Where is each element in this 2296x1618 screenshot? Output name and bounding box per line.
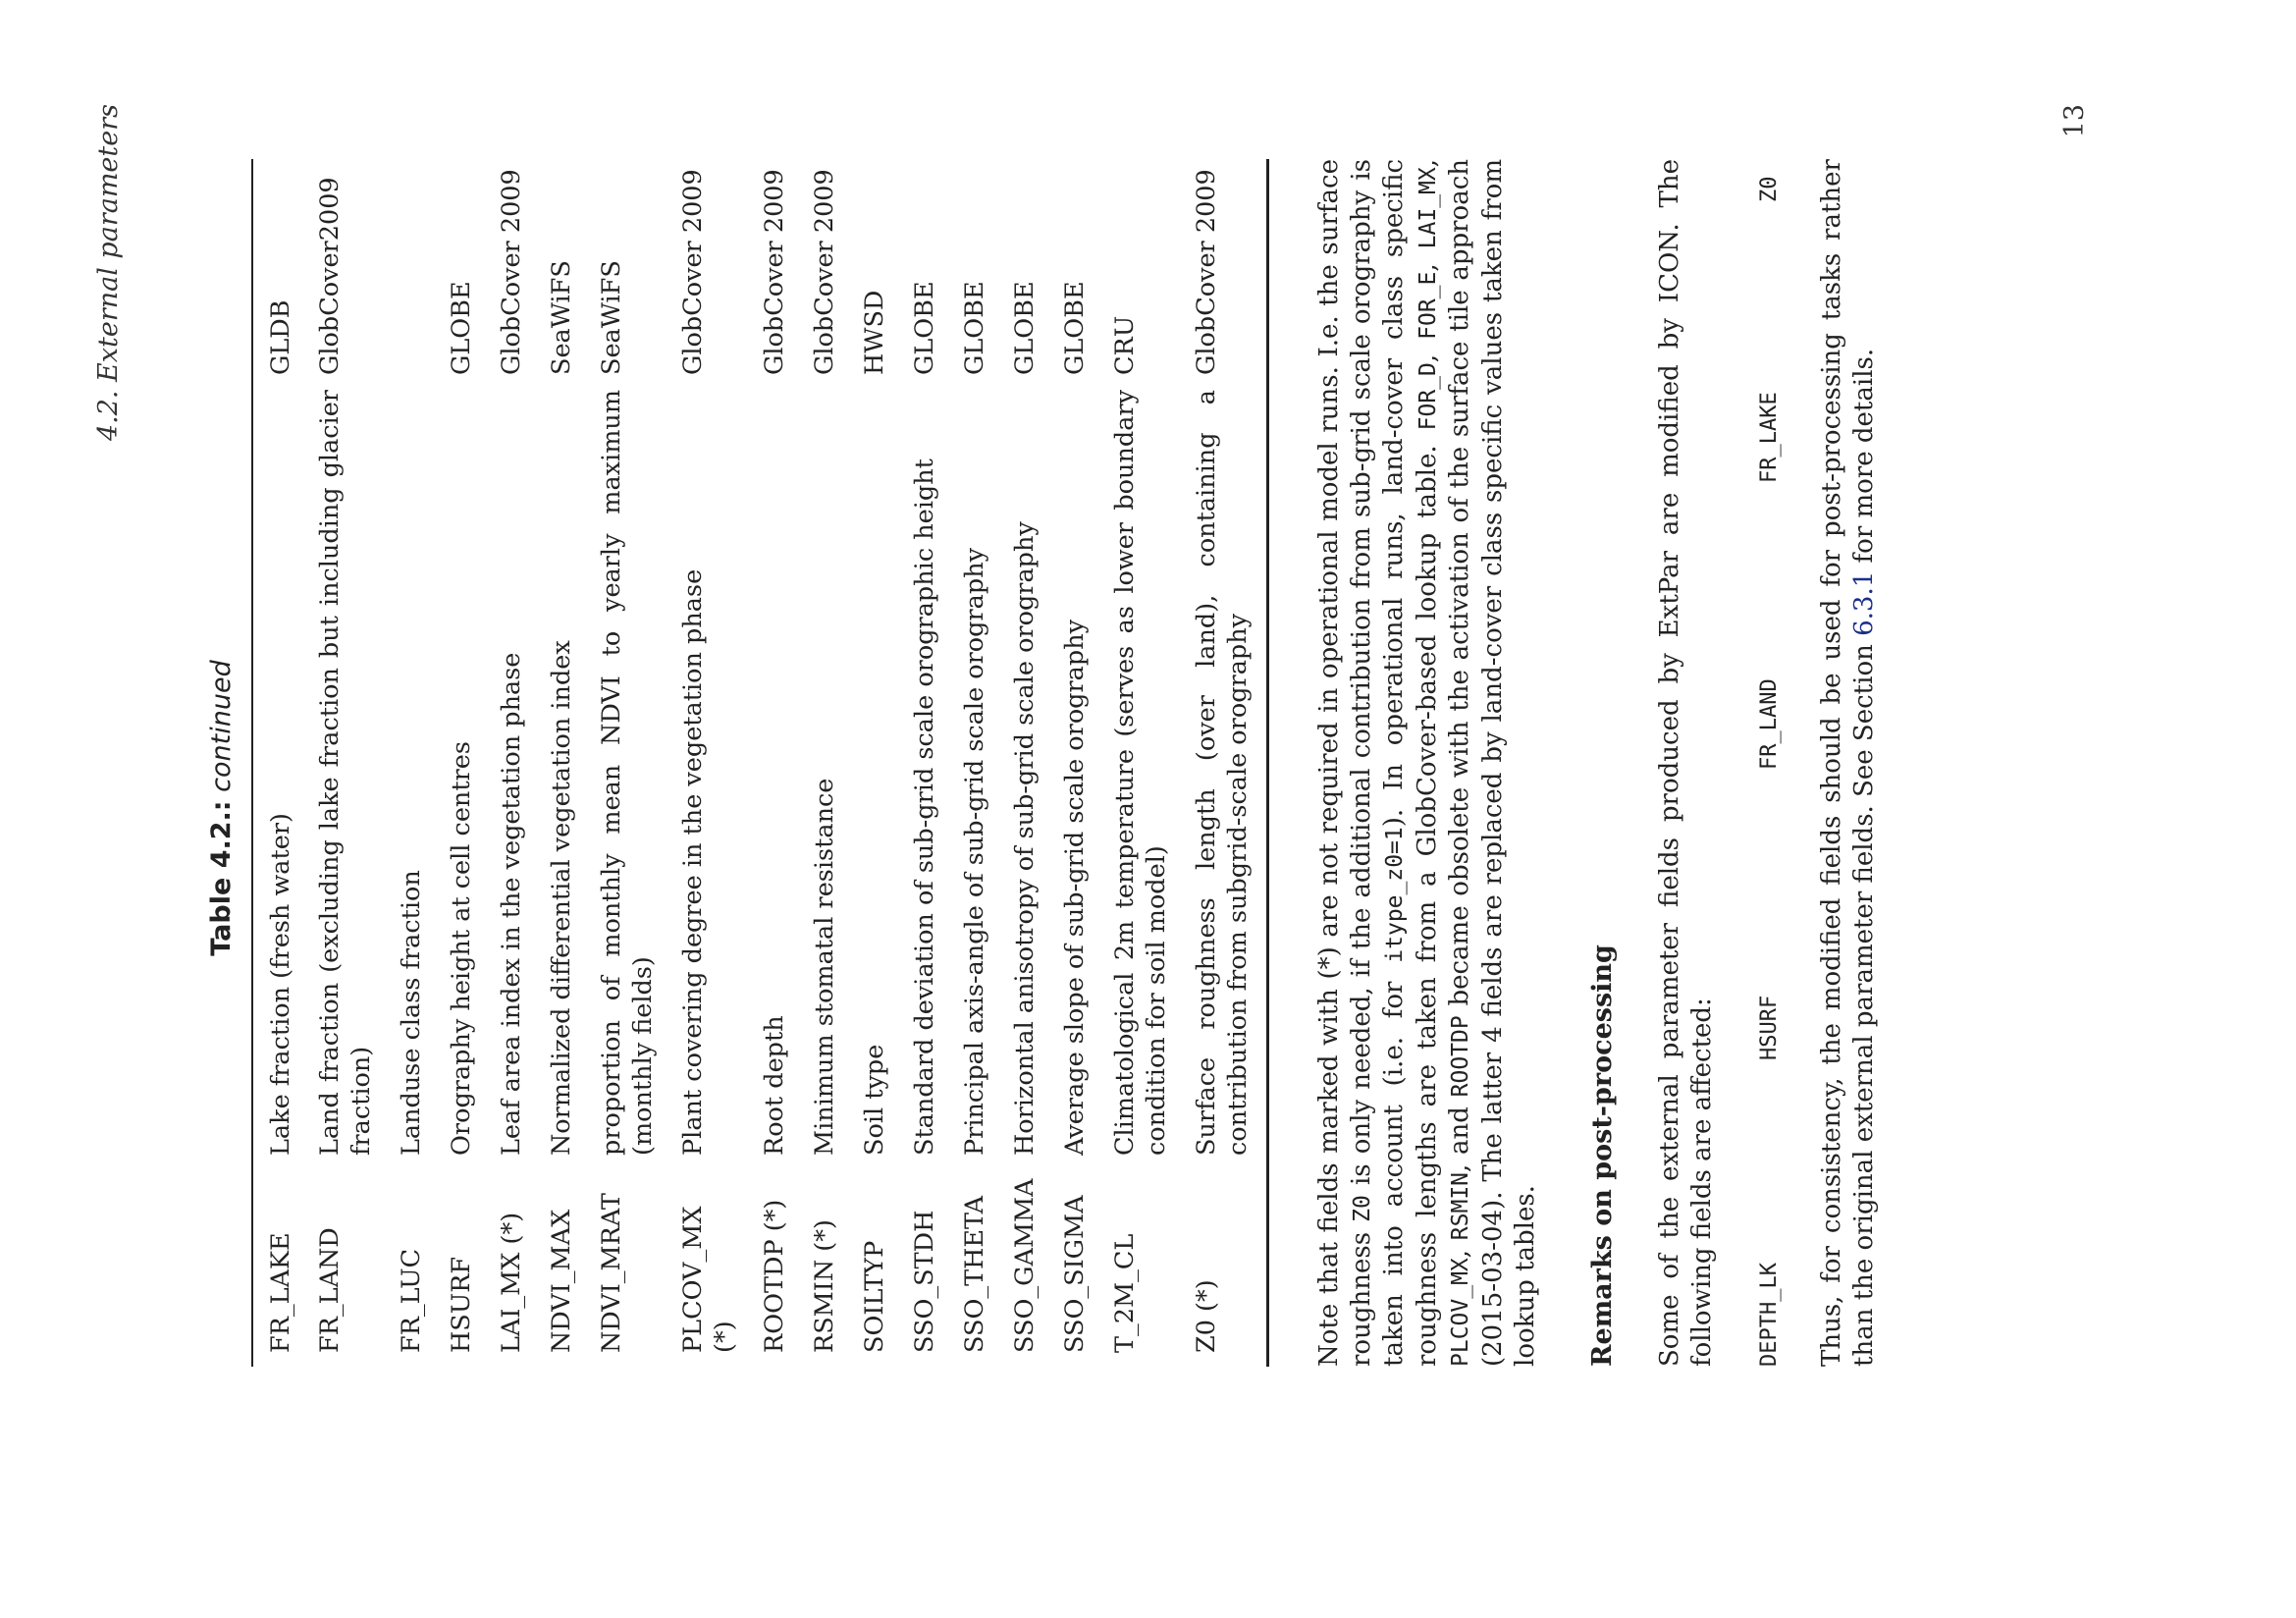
field-source: GLOBE (447, 281, 476, 375)
affected-field: FR_LAND (1757, 678, 1782, 770)
field-source: HWSD (860, 290, 889, 375)
field-source: GLOBE (960, 281, 989, 375)
field-name: HSURF (447, 1256, 476, 1353)
note-text: ). In operational runs, land-cover class specific roughness lengths are taken from a GlobCover-based lookup table. (1379, 158, 1442, 1367)
table-row (596, 159, 677, 1367)
field-description: Horizontal anisotropy of sub-grid scale orography (1010, 521, 1040, 1156)
field-name: FR_LAND (315, 1227, 345, 1353)
affected-field: HSURF (1757, 995, 1782, 1060)
field-description: Land fraction (excluding lake fraction but including glacier fraction) (315, 390, 376, 1156)
field-name: ROOTDP (*) (760, 1199, 789, 1353)
field-name: Z0 (*) (1192, 1279, 1221, 1353)
code-term: FOR_D (1415, 362, 1441, 431)
field-description: Principal axis-angle of sub-grid scale orography (960, 547, 989, 1156)
affected-field: Z0 (1757, 176, 1782, 202)
field-name: FR_LUC (397, 1248, 426, 1353)
note-text: , (1445, 1240, 1475, 1259)
parameter-table (265, 159, 1272, 1367)
field-name: NDVI_MAX (547, 1209, 576, 1353)
code-term: itype_z0=1 (1382, 827, 1409, 963)
field-description: Minimum stomatal resistance (810, 778, 839, 1156)
field-description: Root depth (760, 1015, 789, 1156)
field-name: SOILTYP (860, 1240, 889, 1353)
field-name: NDVI_MRAT (597, 1193, 626, 1353)
field-source: GlobCover2009 (315, 177, 345, 375)
field-source: GLOBE (1060, 281, 1090, 375)
note-text: Note that fields marked with (*) are not required in operational model runs. I.e. the surface roughness (1314, 159, 1376, 1367)
table-row (859, 159, 909, 1367)
table-row (546, 159, 596, 1367)
field-description: Standard deviation of sub-grid scale orographic height (910, 458, 939, 1156)
affected-field: DEPTH_LK (1757, 1263, 1782, 1367)
field-name: SSO_GAMMA (1010, 1178, 1040, 1353)
field-source: GlobCover 2009 (497, 169, 526, 375)
remarks-outro (1816, 159, 1880, 1367)
field-description: Lake fraction (fresh water) (266, 813, 295, 1156)
code-term: FOR_E (1415, 271, 1441, 340)
table-row (1109, 159, 1191, 1367)
field-name: LAI_MX (*) (497, 1212, 526, 1353)
table-row (809, 159, 859, 1367)
field-description: Climatological 2m temperature (serves as lower boundary condition for soil model) (1110, 390, 1171, 1156)
field-name: PLCOV_MX (*) (678, 1206, 739, 1353)
field-description: proportion of monthly mean NDVI to yearly maximum (monthly fields) (597, 390, 658, 1156)
table-row (1009, 159, 1059, 1367)
affected-field: FR_LAKE (1757, 392, 1782, 483)
table-row (959, 159, 1009, 1367)
table-row (396, 159, 446, 1367)
code-term: Z0 (1349, 1195, 1375, 1222)
table-row (265, 159, 314, 1367)
field-name: RSMIN (*) (810, 1219, 839, 1353)
field-source: GlobCover 2009 (810, 169, 839, 375)
remarks-intro: Some of the external parameter fields produced by ExtPar are modified by ICON. The following fields are affected: (1655, 159, 1717, 1367)
table-caption-label: Table 4.2.: (206, 800, 237, 956)
note-paragraph (1313, 159, 1541, 1367)
code-term: LAI_MX (1415, 167, 1441, 249)
field-source: SeaWiFS (547, 260, 576, 375)
outro-text: for more details. (1848, 348, 1879, 571)
table-row (909, 159, 959, 1367)
code-term: RSMIN (1448, 1171, 1474, 1241)
note-text: , (1412, 248, 1442, 272)
field-name: T_2M_CL (1110, 1233, 1140, 1353)
table-top-rule (251, 159, 253, 1367)
field-description: Leaf area index in the vegetation phase (497, 652, 526, 1156)
field-description: Orography height at cell centres (447, 741, 476, 1156)
note-text: became obsolete with the activation of the surface tile approach (2015-03-04). The latter 4 fields are replaced by land-cover class specific values taken from lookup tables. (1445, 158, 1540, 1367)
note-text: is only needed, if the additional contribution from sub-grid scale orography is taken into account (i.e. for (1346, 159, 1410, 1367)
note-text: , (1412, 158, 1442, 168)
field-description: Normalized differential vegetation index (547, 640, 576, 1156)
field-source: GlobCover 2009 (678, 169, 708, 375)
code-term: PLCOV_MX (1448, 1258, 1474, 1367)
page-number: 13 (2059, 104, 2090, 138)
field-description: Soil type (860, 1044, 889, 1156)
note-text: , (1412, 339, 1442, 363)
field-description: Plant covering degree in the vegetation phase (678, 568, 708, 1156)
table-row (314, 159, 396, 1367)
field-source: GLOBE (1010, 281, 1040, 375)
affected-fields-list (1757, 159, 1790, 1367)
table-row (1059, 159, 1109, 1367)
field-name: SSO_SIGMA (1060, 1195, 1090, 1353)
table-caption-suffix: continued (206, 660, 237, 792)
field-description: Average slope of sub-grid scale orography (1060, 619, 1090, 1156)
note-text: , and (1445, 1097, 1475, 1172)
running-head: 4.2. External parameters (93, 104, 124, 442)
table-row (759, 159, 809, 1367)
field-name: SSO_STDH (910, 1210, 939, 1353)
section-link[interactable]: 6.3.1 (1848, 570, 1879, 636)
field-name: SSO_THETA (960, 1195, 989, 1353)
field-source: SeaWiFS (597, 260, 626, 375)
table-row (1191, 159, 1272, 1367)
table-row (496, 159, 546, 1367)
table-caption (206, 234, 237, 1382)
table-bottom-rule (1266, 159, 1269, 1367)
field-source: GlobCover 2009 (1192, 169, 1221, 375)
field-description: Landuse class fraction (397, 870, 426, 1156)
field-source: GLOBE (910, 281, 939, 375)
field-source: GlobCover 2009 (760, 169, 789, 375)
code-term: ROOTDP (1448, 1015, 1474, 1098)
table-row (677, 159, 759, 1367)
field-description: Surface roughness length (over land), containing a contribution from subgrid-scale orography (1192, 390, 1253, 1156)
outro-text: Thus, for consistency, the modified fields should be used for post-processing tasks rather than the original external parameter fields. See Section (1817, 159, 1879, 1367)
field-name: FR_LAKE (266, 1232, 295, 1353)
remarks-heading: Remarks on post-processing (1587, 944, 1618, 1367)
field-source: GLDB (266, 299, 295, 375)
table-row (446, 159, 496, 1367)
field-source: CRU (1110, 315, 1140, 375)
